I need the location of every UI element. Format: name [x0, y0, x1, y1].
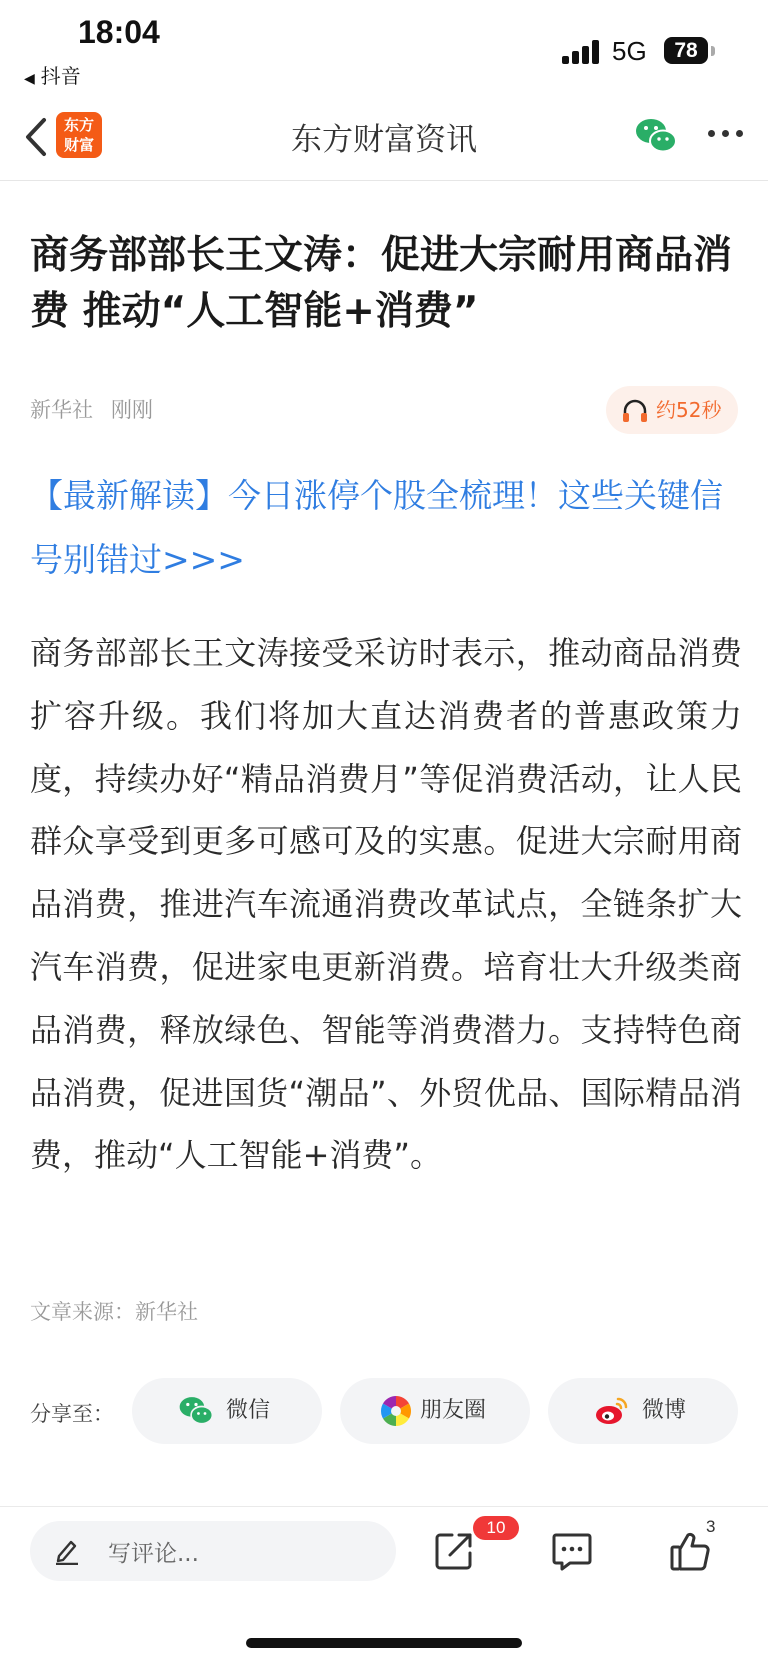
weibo-icon: [594, 1394, 630, 1428]
comment-placeholder: 写评论...: [108, 1541, 199, 1567]
like-count: 3: [706, 1517, 716, 1536]
pen-icon: [54, 1537, 80, 1565]
back-to-app-button[interactable]: [24, 60, 81, 89]
share-wechat-button[interactable]: [132, 1378, 322, 1444]
signal-icon: [562, 40, 602, 64]
share-count-badge: 10: [473, 1516, 519, 1540]
battery-icon: 78: [664, 37, 708, 64]
home-indicator: [246, 1638, 522, 1648]
comment-input[interactable]: [30, 1521, 396, 1581]
network-type: 5G: [612, 36, 647, 66]
page-title: 东方财富资讯: [291, 122, 477, 158]
wechat-icon[interactable]: [634, 116, 678, 156]
share-wechat-label: 微信: [226, 1398, 271, 1423]
battery-nub: [711, 46, 715, 56]
bottom-bar: [0, 1506, 768, 1664]
article-meta: [30, 394, 171, 424]
article-source-line: 文章来源：新华社: [30, 1300, 198, 1324]
back-triangle-icon: ◀: [24, 71, 35, 87]
logo-text: 东方 财富: [63, 116, 94, 154]
share-moments-button[interactable]: [340, 1378, 530, 1444]
app-logo: [56, 112, 102, 158]
more-icon[interactable]: [708, 130, 744, 140]
article-title: 商务部部长王文涛：促进大宗耐用商品消费 推动“人工智能+消费”: [30, 233, 733, 334]
share-weibo-label: 微博: [642, 1398, 687, 1423]
share-weibo-button[interactable]: [548, 1378, 738, 1444]
moments-icon: [378, 1394, 414, 1428]
listen-audio-button[interactable]: [606, 386, 738, 434]
share-label: 分享至：: [30, 1402, 114, 1426]
article-body: 商务部部长王文涛接受采访时表示，推动商品消费扩容升级。我们将加大直达消费者的普惠政策力度，持续办好“精品消费月”等促消费活动，让人民群众享受到更多可感可及的实惠。促进大宗耐用商品消费，推进汽车流通消费改革试点，全链条扩大汽车消费，促进家电更新消费。培育壮大升级类商品消费，释放绿色、智能等消费潜力。支持特色商品消费，促进国货“潮品”、外贸优品、国际精品消费，推动“人工智能+消费”。: [30, 634, 742, 1175]
headphones-icon: [622, 399, 648, 423]
back-arrow-icon[interactable]: [18, 114, 54, 160]
back-app-label: 抖音: [40, 64, 81, 88]
wechat-icon: [178, 1394, 214, 1428]
share-icon[interactable]: [432, 1529, 476, 1573]
audio-duration: 约52秒: [656, 398, 722, 422]
nav-bar: [0, 96, 768, 181]
status-bar: [0, 0, 768, 96]
promo-link[interactable]: 【最新解读】今日涨停个股全梳理！这些关键信号别错过>>>: [30, 476, 723, 579]
share-moments-label: 朋友圈: [420, 1398, 487, 1423]
status-time: 18:04: [78, 14, 160, 50]
article-source: 新华社: [30, 398, 93, 422]
article-time: 刚刚: [111, 398, 153, 422]
comment-icon[interactable]: [550, 1529, 594, 1573]
